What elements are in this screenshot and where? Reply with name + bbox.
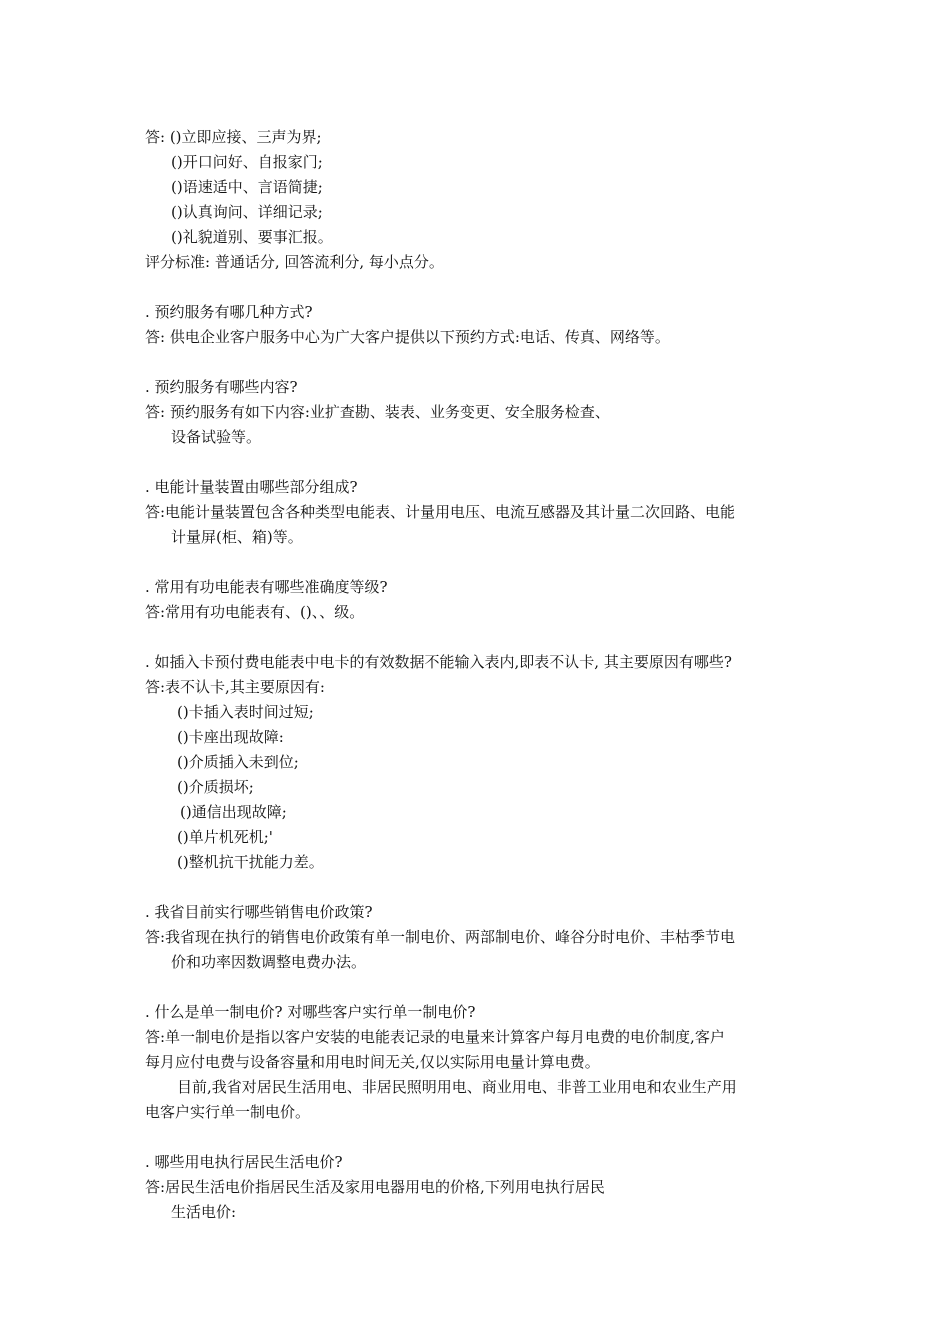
- question-heading: . 如插入卡预付费电能表中电卡的有效数据不能输入表内,即表不认卡, 其主要原因有哪些?: [145, 653, 732, 671]
- answer-item: ()单片机死机;': [177, 828, 273, 846]
- question-heading: . 哪些用电执行居民生活电价?: [145, 1153, 343, 1171]
- answer-line: 生活电价:: [171, 1203, 237, 1221]
- answer-item: ()卡插入表时间过短;: [177, 703, 314, 721]
- answer-item: ()礼貌道别、要事汇报。: [171, 228, 333, 246]
- answer-line: 答:表不认卡,其主要原因有:: [145, 678, 325, 696]
- question-heading: . 什么是单一制电价? 对哪些客户实行单一制电价?: [145, 1003, 476, 1021]
- answer-line: 答:单一制电价是指以客户安装的电能表记录的电量来计算客户每月电费的电价制度,客户: [145, 1028, 725, 1046]
- answer-line: 答:常用有功电能表有、()、、级。: [145, 603, 365, 621]
- answer-item: ()整机抗干扰能力差。: [177, 853, 324, 871]
- answer-line: 价和功率因数调整电费办法。: [171, 953, 367, 971]
- answer-item: ()语速适中、言语简捷;: [171, 178, 323, 196]
- answer-line: 计量屏(柜、箱)等。: [171, 528, 303, 546]
- scoring-standard: 评分标准: 普通话分, 回答流利分, 每小点分。: [145, 253, 444, 271]
- answer-line: 每月应付电费与设备容量和用电时间无关,仅以实际用电量计算电费。: [145, 1053, 600, 1071]
- answer-line: 答: 供电企业客户服务中心为广大客户提供以下预约方式:电话、传真、网络等。: [145, 328, 670, 346]
- question-heading: . 我省目前实行哪些销售电价政策?: [145, 903, 373, 921]
- answer-item: ()介质插入未到位;: [177, 753, 299, 771]
- question-heading: . 预约服务有哪些内容?: [145, 378, 298, 396]
- question-heading: . 预约服务有哪几种方式?: [145, 303, 313, 321]
- answer-line: 答:我省现在执行的销售电价政策有单一制电价、两部制电价、峰谷分时电价、丰枯季节电: [145, 928, 736, 946]
- answer-paragraph: 目前,我省对居民生活用电、非居民照明用电、商业用电、非普工业用电和农业生产用: [177, 1078, 737, 1096]
- answer-line: 答:电能计量装置包含各种类型电能表、计量用电压、电流互感器及其计量二次回路、电能: [145, 503, 736, 521]
- question-heading: . 常用有功电能表有哪些准确度等级?: [145, 578, 388, 596]
- answer-line: 答: 预约服务有如下内容:业扩查勘、装表、业务变更、安全服务检查、: [145, 403, 610, 421]
- answer-item: ()介质损坏;: [177, 778, 254, 796]
- answer-item: ()通信出现故障;: [180, 803, 287, 821]
- answer-line: 设备试验等。: [171, 428, 262, 446]
- question-heading: . 电能计量装置由哪些部分组成?: [145, 478, 358, 496]
- answer-line: 答: ()立即应接、三声为界;: [145, 128, 322, 146]
- answer-item: ()卡座出现故障:: [177, 728, 284, 746]
- answer-item: ()认真询问、详细记录;: [171, 203, 323, 221]
- answer-line: 答:居民生活电价指居民生活及家用电器用电的价格,下列用电执行居民: [145, 1178, 605, 1196]
- answer-paragraph: 电客户实行单一制电价。: [145, 1103, 311, 1121]
- answer-item: ()开口问好、自报家门;: [171, 153, 323, 171]
